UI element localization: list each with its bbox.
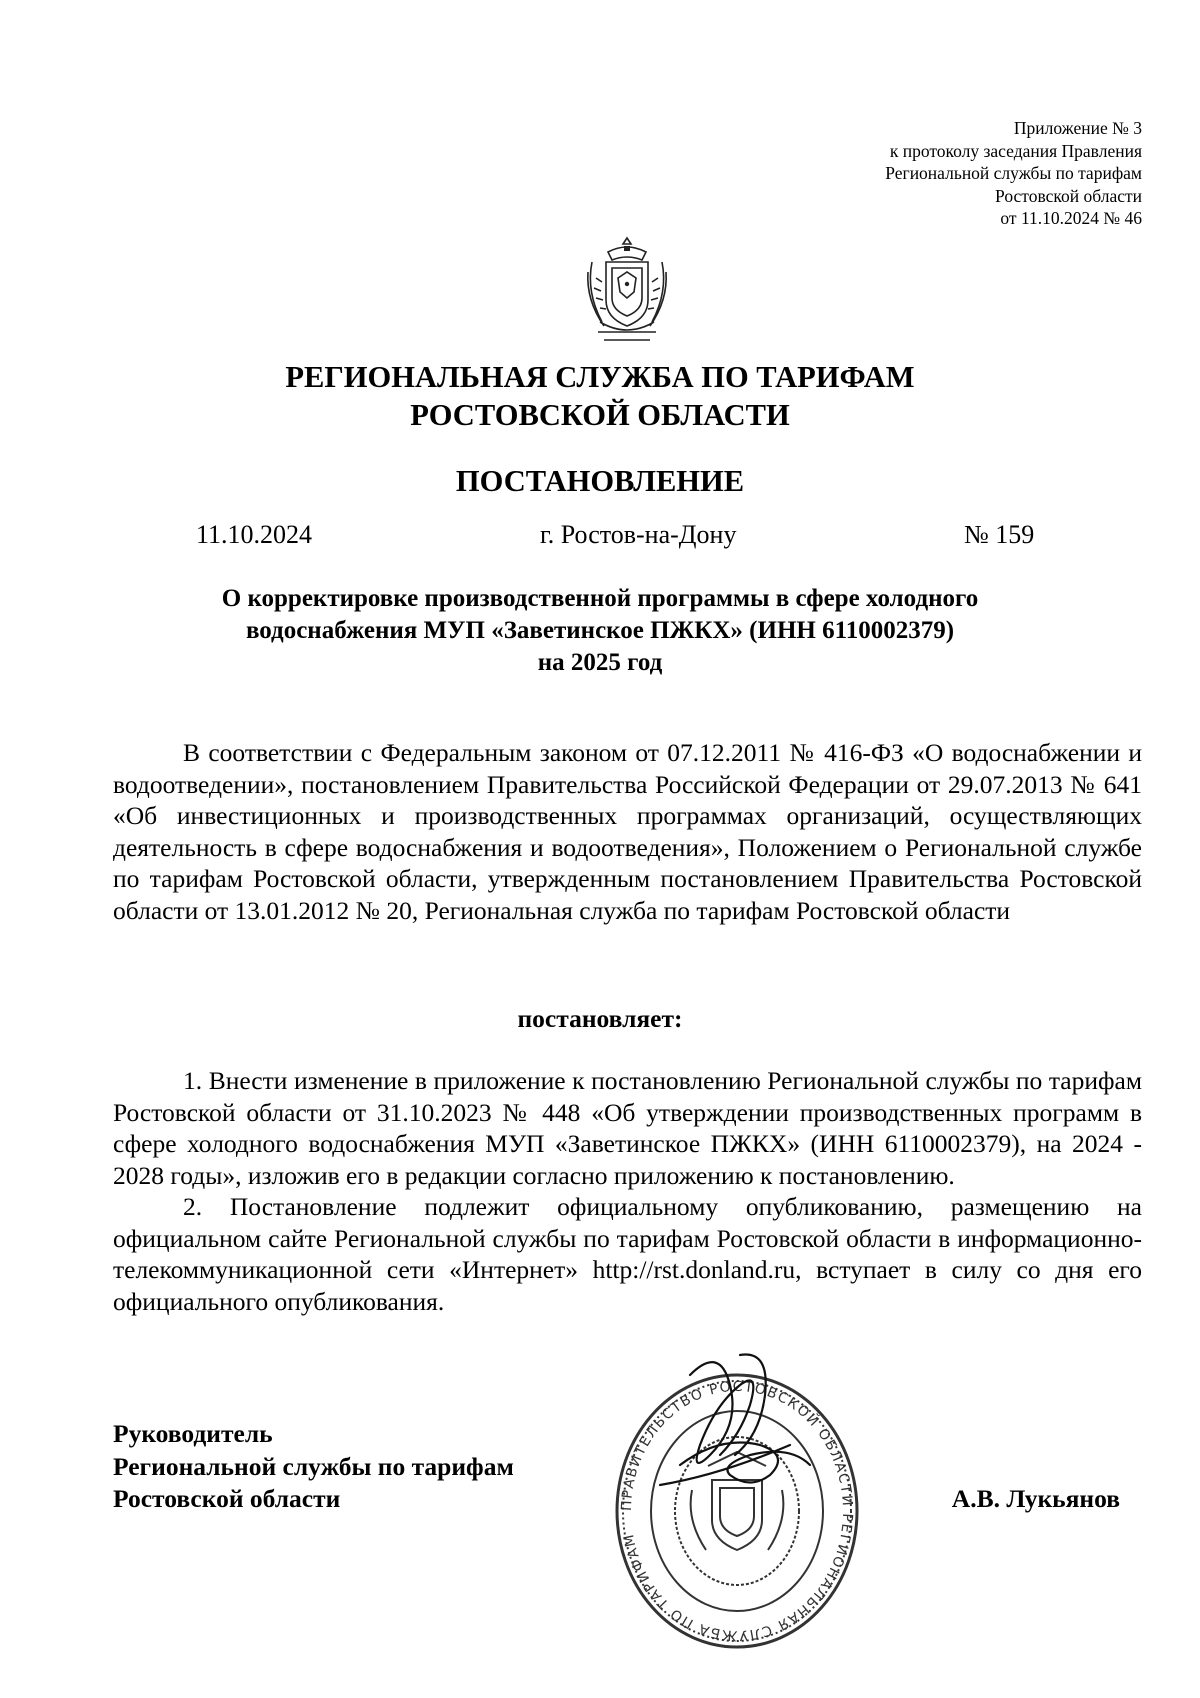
- appendix-line: Приложение № 3: [1013, 118, 1142, 138]
- clause-item: 1. Внести изменение в приложение к постановлению Региональной службы по тарифам Ростовской области от 31.10.2023 № 448 «Об утверждении производственных программ в сфере холодного водоснабжения МУП «Заветинское ПЖКХ» (ИНН 6110002379), на 2024 - 2028 годы», изложив его в редакции согласно приложению к постановлению.: [113, 1066, 1142, 1190]
- organization-name-line: РЕГИОНАЛЬНАЯ СЛУЖБА ПО ТАРИФАМ: [285, 360, 915, 394]
- signer-name: А.В. Лукьянов: [951, 1484, 1120, 1513]
- subject-line: О корректировке производственной программы в сфере холодного: [221, 585, 979, 612]
- document-city: г. Ростов-на-Дону: [540, 520, 737, 549]
- preamble-text: В соответствии с Федеральным законом от 07.12.2011 № 416-ФЗ «О водоснабжении и водоотведении», постановлением Правительства Российской Федерации от 29.07.2013 № 641 «Об инвестиционных и производственных программах организаций, осуществляющих деятельность в сфере водоснабжения и водоотведения», Положением о Региональной службе по тарифам Ростовской области, утвержденным постановлением Правительства Ростовской области от 13.01.2012 № 20, Региональная служба по тарифам Ростовской области: [113, 738, 1142, 925]
- document-number: № 159: [964, 520, 1035, 549]
- appendix-line: Региональной службы по тарифам: [885, 163, 1142, 183]
- appendix-line: от 11.10.2024 № 46: [1000, 208, 1142, 228]
- document-type: ПОСТАНОВЛЕНИЕ: [455, 464, 745, 498]
- preamble: [113, 737, 1142, 926]
- seal-text: ПРАВИТЕЛЬСТВО РОСТОВСКОЙ ОБЛАСТИ РЕГИОНАЛЬНАЯ СЛУЖБА ПО ТАРИФАМ: [618, 1378, 856, 1644]
- clause-item: 2. Постановление подлежит официальному опубликованию, размещению на официальном сайте Региональной службы по тарифам Ростовской области в информационно-телекоммуникационной сети «Интернет» http://rst.donland.ru, вступает в силу со дня его официального опубликования.: [113, 1192, 1142, 1316]
- organization-name: [0, 358, 1200, 434]
- subject-line: на 2025 год: [537, 649, 663, 676]
- subject-line: водоснабжения МУП «Заветинское ПЖКХ» (ИНН 6110002379): [245, 617, 955, 644]
- coat-of-arms-icon: [578, 232, 676, 346]
- handwritten-signature-icon: [620, 1345, 850, 1545]
- signer-title-line: Региональной службы по тарифам: [113, 1451, 514, 1481]
- organization-name-line: РОСТОВСКОЙ ОБЛАСТИ: [410, 398, 790, 432]
- document-date: 11.10.2024: [196, 520, 313, 549]
- document-subject: [0, 583, 1200, 679]
- signer-title-line: Руководитель: [113, 1419, 273, 1448]
- clauses: [113, 1065, 1142, 1317]
- appendix-line: к протоколу заседания Правления: [889, 140, 1142, 161]
- appendix-note: [885, 117, 1142, 230]
- appendix-line: Ростовской области: [995, 185, 1142, 206]
- signer-title: [113, 1418, 514, 1516]
- decree-word: постановляет:: [517, 1004, 683, 1033]
- signer-title-line: Ростовской области: [113, 1484, 341, 1513]
